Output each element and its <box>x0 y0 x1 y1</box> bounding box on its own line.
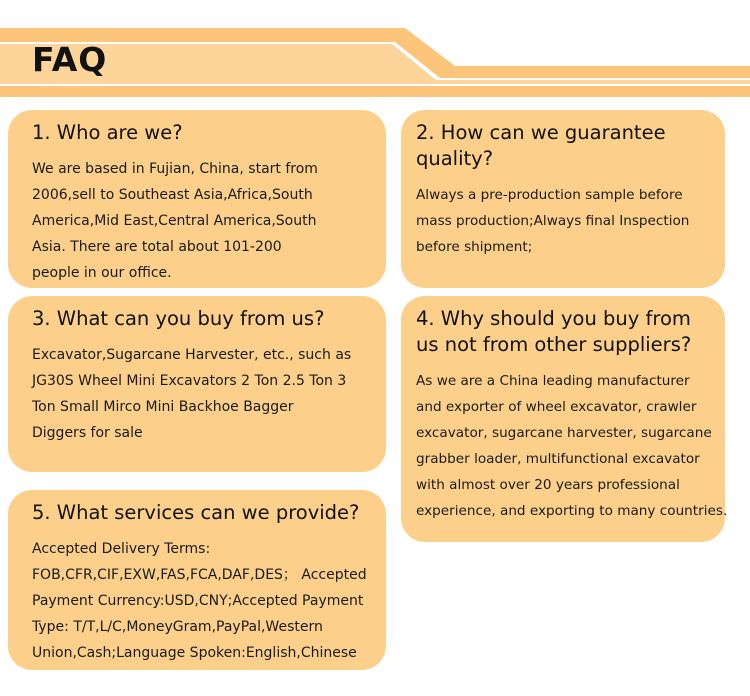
answer-line: Accepted Delivery Terms: <box>32 541 211 557</box>
faq-banner <box>0 0 750 110</box>
answer-line: America,Mid East,Central America,South <box>32 213 317 229</box>
faq-card-why-us <box>401 296 728 542</box>
question-line: us not from other suppliers? <box>416 333 692 356</box>
banner-shape <box>0 0 750 110</box>
faq-question <box>416 306 721 358</box>
faq-answer <box>32 342 382 446</box>
page-title: FAQ <box>32 40 108 79</box>
answer-line: grabber loader, multifunctional excavator <box>416 451 700 467</box>
answer-line: before shipment; <box>416 239 533 255</box>
answer-line: Asia. There are total about 101-200 <box>32 239 282 255</box>
faq-card-services <box>8 490 386 670</box>
answer-line: Diggers for sale <box>32 425 143 441</box>
faq-answer <box>32 536 382 666</box>
question-line: 2. How can we guarantee <box>416 121 666 144</box>
answer-line: and exporter of wheel excavator, crawler <box>416 399 697 415</box>
answer-line: Ton Small Mirco Mini Backhoe Bagger <box>32 399 294 415</box>
faq-question: 3. What can you buy from us? <box>32 307 325 330</box>
faq-answer <box>416 182 721 260</box>
answer-line: JG30S Wheel Mini Excavators 2 Ton 2.5 Ton 3 <box>32 373 347 389</box>
question-line: 4. Why should you buy from <box>416 307 691 330</box>
faq-answer <box>32 156 382 286</box>
answer-line: 2006,sell to Southeast Asia,Africa,South <box>32 187 313 203</box>
answer-line: Payment Currency:USD,CNY;Accepted Payment <box>32 593 364 609</box>
answer-line: Excavator,Sugarcane Harvester, etc., such as <box>32 347 352 363</box>
faq-question <box>416 120 721 172</box>
answer-line: mass production;Always final Inspection <box>416 213 690 229</box>
answer-line: FOB,CFR,CIF,EXW,FAS,FCA,DAF,DES； Accepted <box>32 567 367 583</box>
answer-line: Union,Cash;Language Spoken:English,Chinese <box>32 645 357 661</box>
answer-line: We are based in Fujian, China, start from <box>32 161 318 177</box>
faq-question: 1. Who are we? <box>32 121 183 144</box>
answer-line: people in our office. <box>32 265 172 281</box>
answer-line: Always a pre-production sample before <box>416 187 683 203</box>
faq-question: 5. What services can we provide? <box>32 501 360 524</box>
faq-answer <box>416 368 728 524</box>
answer-line: experience, and exporting to many countries. <box>416 503 728 519</box>
faq-card-who-are-we <box>8 110 386 288</box>
answer-line: As we are a China leading manufacturer <box>416 373 690 389</box>
faq-card-what-to-buy <box>8 296 386 472</box>
faq-card-quality <box>401 110 725 288</box>
answer-line: Type: T/T,L/C,MoneyGram,PayPal,Western <box>32 619 323 635</box>
question-line: quality? <box>416 147 494 170</box>
answer-line: excavator, sugarcane harvester, sugarcane <box>416 425 712 441</box>
answer-line: with almost over 20 years professional <box>416 477 680 493</box>
